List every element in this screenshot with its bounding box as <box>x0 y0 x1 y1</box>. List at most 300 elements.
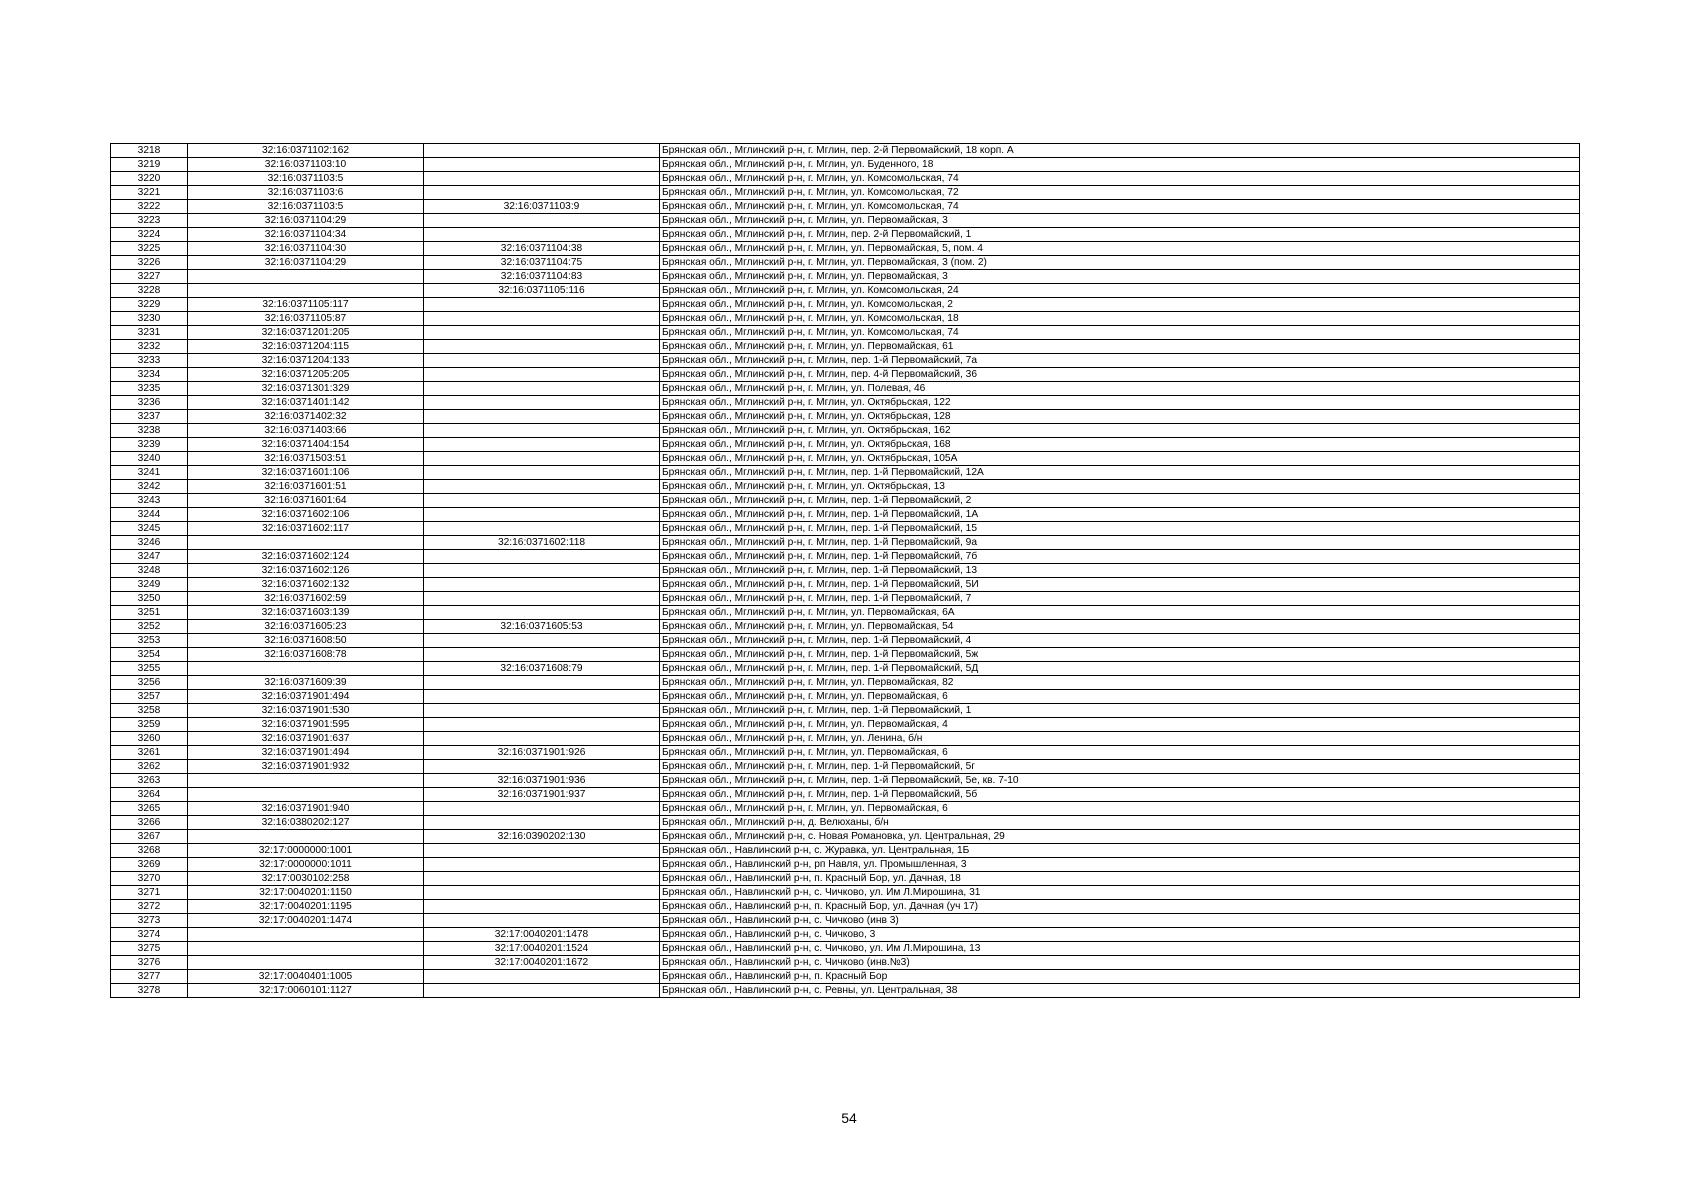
cadastral-number-cell: 32:16:0371205:205 <box>188 368 424 382</box>
address-cell: Брянская обл., Навлинский р-н, с. Чичково, ул. Им Л.Мирошина, 31 <box>660 886 1580 900</box>
table-row <box>111 424 1580 438</box>
cadastral-number-cell: 32:16:0371901:494 <box>188 746 424 760</box>
related-cadastral-number-cell <box>424 396 660 410</box>
address-cell: Брянская обл., Навлинский р-н, рп Навля, ул. Промышленная, 3 <box>660 858 1580 872</box>
address-cell: Брянская обл., Мглинский р-н, г. Мглин, ул. Полевая, 46 <box>660 382 1580 396</box>
cadastral-number-cell: 32:16:0371602:124 <box>188 550 424 564</box>
address-cell: Брянская обл., Мглинский р-н, г. Мглин, ул. Комсомольская, 74 <box>660 200 1580 214</box>
related-cadastral-number-cell <box>424 410 660 424</box>
cadastral-number-cell: 32:16:0371401:142 <box>188 396 424 410</box>
related-cadastral-number-cell <box>424 326 660 340</box>
related-cadastral-number-cell <box>424 858 660 872</box>
table-row <box>111 564 1580 578</box>
address-cell: Брянская обл., Мглинский р-н, г. Мглин, ул. Октябрьская, 105А <box>660 452 1580 466</box>
table-row <box>111 620 1580 634</box>
row-number-cell: 3218 <box>111 144 188 158</box>
table-row <box>111 410 1580 424</box>
address-cell: Брянская обл., Мглинский р-н, г. Мглин, ул. Комсомольская, 74 <box>660 172 1580 186</box>
related-cadastral-number-cell <box>424 592 660 606</box>
table-row <box>111 676 1580 690</box>
related-cadastral-number-cell <box>424 872 660 886</box>
row-number-cell: 3234 <box>111 368 188 382</box>
row-number-cell: 3263 <box>111 774 188 788</box>
page-number: 54 <box>841 1110 857 1126</box>
address-cell: Брянская обл., Мглинский р-н, г. Мглин, ул. Комсомольская, 74 <box>660 326 1580 340</box>
related-cadastral-number-cell <box>424 298 660 312</box>
row-number-cell: 3265 <box>111 802 188 816</box>
address-cell: Брянская обл., Навлинский р-н, с. Чичково (инв 3) <box>660 914 1580 928</box>
related-cadastral-number-cell <box>424 466 660 480</box>
row-number-cell: 3247 <box>111 550 188 564</box>
table-row <box>111 382 1580 396</box>
related-cadastral-number-cell: 32:16:0371103:9 <box>424 200 660 214</box>
related-cadastral-number-cell <box>424 984 660 998</box>
cadastral-number-cell <box>188 662 424 676</box>
related-cadastral-number-cell <box>424 494 660 508</box>
related-cadastral-number-cell <box>424 354 660 368</box>
cadastral-number-cell: 32:16:0371104:29 <box>188 214 424 228</box>
related-cadastral-number-cell <box>424 970 660 984</box>
row-number-cell: 3272 <box>111 900 188 914</box>
row-number-cell: 3277 <box>111 970 188 984</box>
related-cadastral-number-cell <box>424 704 660 718</box>
address-cell: Брянская обл., Мглинский р-н, г. Мглин, пер. 1-й Первомайский, 12А <box>660 466 1580 480</box>
related-cadastral-number-cell: 32:16:0371901:926 <box>424 746 660 760</box>
address-cell: Брянская обл., Мглинский р-н, г. Мглин, пер. 1-й Первомайский, 5г <box>660 760 1580 774</box>
cadastral-number-cell <box>188 788 424 802</box>
related-cadastral-number-cell <box>424 648 660 662</box>
registry-table-body <box>111 144 1580 998</box>
related-cadastral-number-cell: 32:16:0371104:83 <box>424 270 660 284</box>
table-row <box>111 508 1580 522</box>
row-number-cell: 3242 <box>111 480 188 494</box>
cadastral-number-cell <box>188 956 424 970</box>
related-cadastral-number-cell <box>424 634 660 648</box>
row-number-cell: 3235 <box>111 382 188 396</box>
address-cell: Брянская обл., Мглинский р-н, г. Мглин, ул. Октябрьская, 13 <box>660 480 1580 494</box>
related-cadastral-number-cell: 32:17:0040201:1478 <box>424 928 660 942</box>
table-row <box>111 186 1580 200</box>
address-cell: Брянская обл., Мглинский р-н, г. Мглин, ул. Первомайская, 61 <box>660 340 1580 354</box>
row-number-cell: 3256 <box>111 676 188 690</box>
table-row <box>111 256 1580 270</box>
row-number-cell: 3223 <box>111 214 188 228</box>
related-cadastral-number-cell <box>424 690 660 704</box>
table-row <box>111 340 1580 354</box>
table-row <box>111 592 1580 606</box>
address-cell: Брянская обл., Навлинский р-н, с. Журавка, ул. Центральная, 1Б <box>660 844 1580 858</box>
registry-table <box>110 143 1580 998</box>
row-number-cell: 3271 <box>111 886 188 900</box>
address-cell: Брянская обл., Мглинский р-н, г. Мглин, пер. 1-й Первомайский, 9а <box>660 536 1580 550</box>
row-number-cell: 3266 <box>111 816 188 830</box>
address-cell: Брянская обл., Мглинский р-н, г. Мглин, пер. 1-й Первомайский, 5ж <box>660 648 1580 662</box>
row-number-cell: 3258 <box>111 704 188 718</box>
table-row <box>111 844 1580 858</box>
address-cell: Брянская обл., Мглинский р-н, г. Мглин, пер. 1-й Первомайский, 4 <box>660 634 1580 648</box>
table-row <box>111 760 1580 774</box>
row-number-cell: 3248 <box>111 564 188 578</box>
address-cell: Брянская обл., Мглинский р-н, г. Мглин, пер. 1-й Первомайский, 7 <box>660 592 1580 606</box>
cadastral-number-cell: 32:17:0040201:1195 <box>188 900 424 914</box>
cadastral-number-cell: 32:16:0371104:30 <box>188 242 424 256</box>
address-cell: Брянская обл., Мглинский р-н, г. Мглин, ул. Комсомольская, 18 <box>660 312 1580 326</box>
address-cell: Брянская обл., Мглинский р-н, г. Мглин, ул. Октябрьская, 128 <box>660 410 1580 424</box>
table-row <box>111 900 1580 914</box>
address-cell: Брянская обл., Навлинский р-н, с. Чичково, 3 <box>660 928 1580 942</box>
cadastral-number-cell <box>188 284 424 298</box>
cadastral-number-cell: 32:17:0040401:1005 <box>188 970 424 984</box>
table-row <box>111 788 1580 802</box>
cadastral-number-cell: 32:17:0040201:1474 <box>188 914 424 928</box>
address-cell: Брянская обл., Навлинский р-н, п. Красный Бор, ул. Дачная (уч 17) <box>660 900 1580 914</box>
row-number-cell: 3243 <box>111 494 188 508</box>
table-row <box>111 970 1580 984</box>
cadastral-number-cell: 32:16:0371404:154 <box>188 438 424 452</box>
address-cell: Брянская обл., Мглинский р-н, г. Мглин, ул. Первомайская, 3 <box>660 214 1580 228</box>
related-cadastral-number-cell <box>424 508 660 522</box>
cadastral-number-cell: 32:16:0371601:64 <box>188 494 424 508</box>
row-number-cell: 3224 <box>111 228 188 242</box>
cadastral-number-cell: 32:16:0371104:29 <box>188 256 424 270</box>
cadastral-number-cell: 32:16:0371901:637 <box>188 732 424 746</box>
address-cell: Брянская обл., Мглинский р-н, г. Мглин, ул. Октябрьская, 162 <box>660 424 1580 438</box>
related-cadastral-number-cell <box>424 424 660 438</box>
related-cadastral-number-cell: 32:17:0040201:1672 <box>424 956 660 970</box>
cadastral-number-cell: 32:16:0371102:162 <box>188 144 424 158</box>
row-number-cell: 3244 <box>111 508 188 522</box>
cadastral-number-cell: 32:16:0371901:494 <box>188 690 424 704</box>
row-number-cell: 3251 <box>111 606 188 620</box>
address-cell: Брянская обл., Мглинский р-н, г. Мглин, ул. Октябрьская, 122 <box>660 396 1580 410</box>
table-row <box>111 536 1580 550</box>
address-cell: Брянская обл., Мглинский р-н, г. Мглин, пер. 1-й Первомайский, 5б <box>660 788 1580 802</box>
row-number-cell: 3278 <box>111 984 188 998</box>
row-number-cell: 3268 <box>111 844 188 858</box>
related-cadastral-number-cell <box>424 522 660 536</box>
row-number-cell: 3255 <box>111 662 188 676</box>
table-row <box>111 200 1580 214</box>
row-number-cell: 3236 <box>111 396 188 410</box>
cadastral-number-cell <box>188 942 424 956</box>
table-row <box>111 452 1580 466</box>
row-number-cell: 3240 <box>111 452 188 466</box>
address-cell: Брянская обл., Мглинский р-н, г. Мглин, ул. Октябрьская, 168 <box>660 438 1580 452</box>
table-row <box>111 732 1580 746</box>
table-row <box>111 270 1580 284</box>
related-cadastral-number-cell <box>424 718 660 732</box>
related-cadastral-number-cell: 32:16:0390202:130 <box>424 830 660 844</box>
related-cadastral-number-cell: 32:17:0040201:1524 <box>424 942 660 956</box>
row-number-cell: 3250 <box>111 592 188 606</box>
cadastral-number-cell: 32:17:0040201:1150 <box>188 886 424 900</box>
related-cadastral-number-cell <box>424 844 660 858</box>
related-cadastral-number-cell <box>424 158 660 172</box>
related-cadastral-number-cell <box>424 480 660 494</box>
related-cadastral-number-cell <box>424 228 660 242</box>
related-cadastral-number-cell <box>424 550 660 564</box>
cadastral-number-cell: 32:17:0030102:258 <box>188 872 424 886</box>
cadastral-number-cell: 32:16:0371608:78 <box>188 648 424 662</box>
address-cell: Брянская обл., Мглинский р-н, г. Мглин, ул. Первомайская, 5, пом. 4 <box>660 242 1580 256</box>
row-number-cell: 3275 <box>111 942 188 956</box>
cadastral-number-cell: 32:16:0371103:5 <box>188 200 424 214</box>
related-cadastral-number-cell <box>424 312 660 326</box>
related-cadastral-number-cell <box>424 802 660 816</box>
table-row <box>111 648 1580 662</box>
related-cadastral-number-cell: 32:16:0371901:936 <box>424 774 660 788</box>
cadastral-number-cell: 32:16:0371605:23 <box>188 620 424 634</box>
row-number-cell: 3252 <box>111 620 188 634</box>
related-cadastral-number-cell <box>424 578 660 592</box>
related-cadastral-number-cell <box>424 186 660 200</box>
address-cell: Брянская обл., Мглинский р-н, г. Мглин, ул. Первомайская, 6 <box>660 746 1580 760</box>
address-cell: Брянская обл., Навлинский р-н, с. Ревны, ул. Центральная, 38 <box>660 984 1580 998</box>
address-cell: Брянская обл., Навлинский р-н, п. Красный Бор <box>660 970 1580 984</box>
table-row <box>111 214 1580 228</box>
address-cell: Брянская обл., Мглинский р-н, г. Мглин, ул. Первомайская, 6 <box>660 802 1580 816</box>
related-cadastral-number-cell <box>424 816 660 830</box>
address-cell: Брянская обл., Мглинский р-н, г. Мглин, ул. Первомайская, 3 (пом. 2) <box>660 256 1580 270</box>
cadastral-number-cell: 32:16:0371602:106 <box>188 508 424 522</box>
row-number-cell: 3260 <box>111 732 188 746</box>
table-row <box>111 774 1580 788</box>
cadastral-number-cell: 32:16:0371601:106 <box>188 466 424 480</box>
related-cadastral-number-cell <box>424 144 660 158</box>
address-cell: Брянская обл., Мглинский р-н, г. Мглин, ул. Первомайская, 54 <box>660 620 1580 634</box>
table-row <box>111 690 1580 704</box>
related-cadastral-number-cell <box>424 382 660 396</box>
table-row <box>111 284 1580 298</box>
cadastral-number-cell: 32:17:0000000:1001 <box>188 844 424 858</box>
address-cell: Брянская обл., Мглинский р-н, г. Мглин, пер. 1-й Первомайский, 7б <box>660 550 1580 564</box>
row-number-cell: 3249 <box>111 578 188 592</box>
related-cadastral-number-cell <box>424 732 660 746</box>
cadastral-number-cell: 32:16:0371201:205 <box>188 326 424 340</box>
row-number-cell: 3239 <box>111 438 188 452</box>
table-row <box>111 718 1580 732</box>
table-row <box>111 956 1580 970</box>
row-number-cell: 3261 <box>111 746 188 760</box>
row-number-cell: 3274 <box>111 928 188 942</box>
cadastral-number-cell: 32:16:0371901:595 <box>188 718 424 732</box>
table-row <box>111 550 1580 564</box>
address-cell: Брянская обл., Мглинский р-н, г. Мглин, ул. Первомайская, 82 <box>660 676 1580 690</box>
address-cell: Брянская обл., Мглинский р-н, г. Мглин, ул. Комсомольская, 24 <box>660 284 1580 298</box>
row-number-cell: 3228 <box>111 284 188 298</box>
table-row <box>111 368 1580 382</box>
row-number-cell: 3230 <box>111 312 188 326</box>
table-row <box>111 522 1580 536</box>
related-cadastral-number-cell <box>424 886 660 900</box>
row-number-cell: 3232 <box>111 340 188 354</box>
table-row <box>111 802 1580 816</box>
row-number-cell: 3270 <box>111 872 188 886</box>
cadastral-number-cell: 32:16:0371103:6 <box>188 186 424 200</box>
related-cadastral-number-cell <box>424 368 660 382</box>
cadastral-number-cell: 32:16:0371105:87 <box>188 312 424 326</box>
cadastral-number-cell: 32:16:0371603:139 <box>188 606 424 620</box>
address-cell: Брянская обл., Мглинский р-н, г. Мглин, ул. Первомайская, 6А <box>660 606 1580 620</box>
table-row <box>111 984 1580 998</box>
address-cell: Брянская обл., Мглинский р-н, г. Мглин, ул. Первомайская, 4 <box>660 718 1580 732</box>
address-cell: Брянская обл., Мглинский р-н, г. Мглин, пер. 1-й Первомайский, 2 <box>660 494 1580 508</box>
related-cadastral-number-cell: 32:16:0371602:118 <box>424 536 660 550</box>
related-cadastral-number-cell <box>424 438 660 452</box>
cadastral-number-cell: 32:16:0371601:51 <box>188 480 424 494</box>
row-number-cell: 3267 <box>111 830 188 844</box>
address-cell: Брянская обл., Мглинский р-н, г. Мглин, пер. 2-й Первомайский, 18 корп. А <box>660 144 1580 158</box>
cadastral-number-cell <box>188 928 424 942</box>
address-cell: Брянская обл., Навлинский р-н, с. Чичково, ул. Им Л.Мирошина, 13 <box>660 942 1580 956</box>
table-row <box>111 746 1580 760</box>
address-cell: Брянская обл., Мглинский р-н, г. Мглин, пер. 4-й Первомайский, 36 <box>660 368 1580 382</box>
related-cadastral-number-cell <box>424 172 660 186</box>
cadastral-number-cell: 32:16:0371901:530 <box>188 704 424 718</box>
table-row <box>111 816 1580 830</box>
related-cadastral-number-cell <box>424 676 660 690</box>
related-cadastral-number-cell: 32:16:0371105:116 <box>424 284 660 298</box>
table-row <box>111 466 1580 480</box>
address-cell: Брянская обл., Мглинский р-н, г. Мглин, ул. Первомайская, 3 <box>660 270 1580 284</box>
related-cadastral-number-cell <box>424 900 660 914</box>
table-row <box>111 830 1580 844</box>
address-cell: Брянская обл., Мглинский р-н, г. Мглин, пер. 1-й Первомайский, 13 <box>660 564 1580 578</box>
cadastral-number-cell: 32:16:0371204:133 <box>188 354 424 368</box>
row-number-cell: 3227 <box>111 270 188 284</box>
related-cadastral-number-cell: 32:16:0371901:937 <box>424 788 660 802</box>
address-cell: Брянская обл., Мглинский р-н, д. Велюханы, б/н <box>660 816 1580 830</box>
table-row <box>111 144 1580 158</box>
address-cell: Брянская обл., Мглинский р-н, с. Новая Романовка, ул. Центральная, 29 <box>660 830 1580 844</box>
related-cadastral-number-cell <box>424 606 660 620</box>
cadastral-number-cell: 32:17:0060101:1127 <box>188 984 424 998</box>
cadastral-number-cell: 32:16:0371105:117 <box>188 298 424 312</box>
table-row <box>111 326 1580 340</box>
cadastral-number-cell: 32:16:0371901:932 <box>188 760 424 774</box>
cadastral-number-cell <box>188 536 424 550</box>
cadastral-number-cell: 32:16:0371103:10 <box>188 158 424 172</box>
related-cadastral-number-cell <box>424 760 660 774</box>
table-row <box>111 914 1580 928</box>
row-number-cell: 3238 <box>111 424 188 438</box>
cadastral-number-cell: 32:16:0371403:66 <box>188 424 424 438</box>
related-cadastral-number-cell: 32:16:0371608:79 <box>424 662 660 676</box>
table-row <box>111 872 1580 886</box>
table-row <box>111 606 1580 620</box>
row-number-cell: 3241 <box>111 466 188 480</box>
related-cadastral-number-cell <box>424 914 660 928</box>
address-cell: Брянская обл., Мглинский р-н, г. Мглин, ул. Ленина, б/н <box>660 732 1580 746</box>
address-cell: Брянская обл., Мглинский р-н, г. Мглин, пер. 1-й Первомайский, 7а <box>660 354 1580 368</box>
table-row <box>111 704 1580 718</box>
row-number-cell: 3220 <box>111 172 188 186</box>
table-row <box>111 172 1580 186</box>
table-row <box>111 312 1580 326</box>
address-cell: Брянская обл., Мглинский р-н, г. Мглин, пер. 1-й Первомайский, 1А <box>660 508 1580 522</box>
address-cell: Брянская обл., Мглинский р-н, г. Мглин, ул. Первомайская, 6 <box>660 690 1580 704</box>
table-row <box>111 396 1580 410</box>
cadastral-number-cell <box>188 830 424 844</box>
row-number-cell: 3257 <box>111 690 188 704</box>
cadastral-number-cell: 32:16:0371103:5 <box>188 172 424 186</box>
table-row <box>111 578 1580 592</box>
address-cell: Брянская обл., Мглинский р-н, г. Мглин, пер. 1-й Первомайский, 15 <box>660 522 1580 536</box>
row-number-cell: 3259 <box>111 718 188 732</box>
row-number-cell: 3264 <box>111 788 188 802</box>
cadastral-number-cell: 32:16:0380202:127 <box>188 816 424 830</box>
table-row <box>111 928 1580 942</box>
address-cell: Брянская обл., Мглинский р-н, г. Мглин, пер. 1-й Первомайский, 1 <box>660 704 1580 718</box>
table-row <box>111 228 1580 242</box>
row-number-cell: 3237 <box>111 410 188 424</box>
cadastral-number-cell: 32:16:0371602:126 <box>188 564 424 578</box>
address-cell: Брянская обл., Навлинский р-н, п. Красный Бор, ул. Дачная, 18 <box>660 872 1580 886</box>
row-number-cell: 3219 <box>111 158 188 172</box>
cadastral-number-cell: 32:17:0000000:1011 <box>188 858 424 872</box>
address-cell: Брянская обл., Мглинский р-н, г. Мглин, ул. Комсомольская, 2 <box>660 298 1580 312</box>
cadastral-number-cell <box>188 270 424 284</box>
table-row <box>111 858 1580 872</box>
row-number-cell: 3262 <box>111 760 188 774</box>
row-number-cell: 3222 <box>111 200 188 214</box>
related-cadastral-number-cell <box>424 564 660 578</box>
cadastral-number-cell: 32:16:0371608:50 <box>188 634 424 648</box>
address-cell: Брянская обл., Мглинский р-н, г. Мглин, пер. 1-й Первомайский, 5И <box>660 578 1580 592</box>
table-row <box>111 494 1580 508</box>
address-cell: Брянская обл., Мглинский р-н, г. Мглин, пер. 2-й Первомайский, 1 <box>660 228 1580 242</box>
table-row <box>111 354 1580 368</box>
row-number-cell: 3225 <box>111 242 188 256</box>
row-number-cell: 3269 <box>111 858 188 872</box>
address-cell: Брянская обл., Мглинский р-н, г. Мглин, пер. 1-й Первомайский, 5е, кв. 7-10 <box>660 774 1580 788</box>
row-number-cell: 3253 <box>111 634 188 648</box>
row-number-cell: 3221 <box>111 186 188 200</box>
cadastral-number-cell: 32:16:0371503:51 <box>188 452 424 466</box>
address-cell: Брянская обл., Навлинский р-н, с. Чичково (инв.№3) <box>660 956 1580 970</box>
cadastral-number-cell: 32:16:0371602:59 <box>188 592 424 606</box>
row-number-cell: 3276 <box>111 956 188 970</box>
table-row <box>111 942 1580 956</box>
address-cell: Брянская обл., Мглинский р-н, г. Мглин, пер. 1-й Первомайский, 5Д <box>660 662 1580 676</box>
cadastral-number-cell: 32:16:0371609:39 <box>188 676 424 690</box>
address-cell: Брянская обл., Мглинский р-н, г. Мглин, ул. Буденного, 18 <box>660 158 1580 172</box>
related-cadastral-number-cell: 32:16:0371104:75 <box>424 256 660 270</box>
related-cadastral-number-cell <box>424 214 660 228</box>
related-cadastral-number-cell <box>424 340 660 354</box>
related-cadastral-number-cell: 32:16:0371104:38 <box>424 242 660 256</box>
row-number-cell: 3246 <box>111 536 188 550</box>
table-row <box>111 886 1580 900</box>
cadastral-number-cell: 32:16:0371602:132 <box>188 578 424 592</box>
row-number-cell: 3245 <box>111 522 188 536</box>
row-number-cell: 3254 <box>111 648 188 662</box>
row-number-cell: 3233 <box>111 354 188 368</box>
row-number-cell: 3231 <box>111 326 188 340</box>
cadastral-number-cell: 32:16:0371104:34 <box>188 228 424 242</box>
cadastral-number-cell: 32:16:0371402:32 <box>188 410 424 424</box>
related-cadastral-number-cell: 32:16:0371605:53 <box>424 620 660 634</box>
table-row <box>111 480 1580 494</box>
row-number-cell: 3273 <box>111 914 188 928</box>
table-row <box>111 634 1580 648</box>
row-number-cell: 3226 <box>111 256 188 270</box>
cadastral-number-cell: 32:16:0371602:117 <box>188 522 424 536</box>
related-cadastral-number-cell <box>424 452 660 466</box>
cadastral-number-cell: 32:16:0371204:115 <box>188 340 424 354</box>
table-row <box>111 158 1580 172</box>
cadastral-number-cell: 32:16:0371901:940 <box>188 802 424 816</box>
